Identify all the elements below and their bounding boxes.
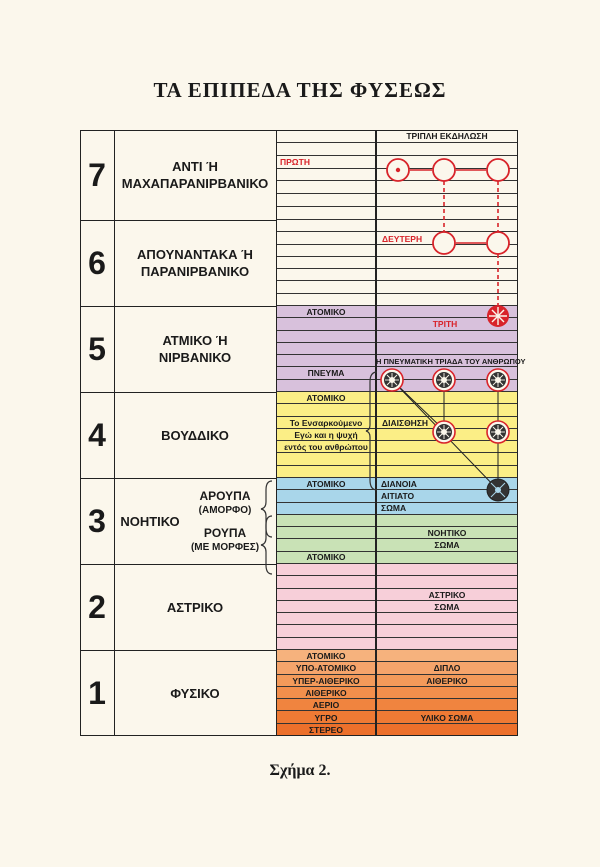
plane-number-4: 4 bbox=[88, 416, 106, 453]
mental-body-line2: ΣΩΜΑ bbox=[434, 540, 460, 550]
arupa-note: (ΑΜΟΡΦΟ) bbox=[198, 505, 252, 516]
incarnate-ego-line2: Εγώ και η ψυχή bbox=[294, 430, 358, 440]
plane-name-4: ΒΟΥΔΔΙΚΟ bbox=[161, 427, 229, 443]
double-label: ΔΙΠΛΟ bbox=[433, 663, 461, 673]
rupa-name: ΡΟΥΠΑ bbox=[203, 526, 247, 540]
atomic-label-3: ΑΤΟΜΙΚΟ bbox=[306, 479, 346, 489]
mind-label: ΔΙΑΝΟΙΑ bbox=[381, 479, 417, 489]
etheric-label: ΑΙΘΕΡΙΚΟ bbox=[426, 676, 468, 686]
physical-subplane: ΥΠΟ-ΑΤΟΜΙΚΟ bbox=[295, 663, 357, 673]
incarnate-ego-line1: Το Ενσαρκούμενο bbox=[289, 418, 363, 428]
plane-number-6: 6 bbox=[88, 244, 106, 281]
causal-body-line2: ΣΩΜΑ bbox=[381, 503, 407, 513]
mental-body-line1: ΝΟΗΤΙΚΟ bbox=[427, 528, 467, 538]
physical-subplane: ΑΤΟΜΙΚΟ bbox=[306, 651, 346, 661]
plane-name-line: ΑΝΤΙ Ή bbox=[172, 159, 218, 174]
first-label: ΠΡΩΤΗ bbox=[280, 157, 310, 167]
plane-name-line: ΑΠΟΥΝΑΝΤΑΚΑ Ή bbox=[137, 247, 253, 262]
physical-subplane: ΣΤΕΡΕΟ bbox=[309, 725, 343, 735]
astral-body-line2: ΣΩΜΑ bbox=[434, 602, 460, 612]
second-logos-circle bbox=[487, 232, 509, 254]
figure-caption: Σχήμα 2. bbox=[269, 762, 331, 779]
incarnate-ego-line3: εντός του ανθρώπου bbox=[284, 442, 368, 452]
atomic-label-5: ΑΤΟΜΙΚΟ bbox=[306, 307, 346, 317]
point-icon bbox=[396, 168, 400, 172]
second-logos-circle bbox=[433, 232, 455, 254]
triple-manifestation-label: ΤΡΙΠΛΗ ΕΚΔΗΛΩΣΗ bbox=[406, 131, 488, 141]
rupa-note: (ΜΕ ΜΟΡΦΕΣ) bbox=[190, 542, 260, 553]
plane-number-2: 2 bbox=[88, 588, 106, 625]
causal-body-line1: ΑΙΤΙΑΤΟ bbox=[381, 491, 415, 501]
arupa-name: ΑΡΟΥΠΑ bbox=[199, 489, 251, 503]
plane-name-2: ΑΣΤΡΙΚΟ bbox=[166, 599, 224, 615]
spiritual-triad-label: Η ΠΝΕΥΜΑΤΙΚΗ ΤΡΙΑΔΑ ΤΟΥ ΑΝΘΡΩΠΟΥ bbox=[376, 357, 526, 366]
plane-name-1: ΦΥΣΙΚΟ bbox=[170, 685, 220, 701]
third-label: ΤΡΙΤΗ bbox=[432, 319, 458, 329]
physical-subplane: ΑΕΡΙΟ bbox=[312, 700, 340, 710]
plane-name-line: ΜΑΧΑΠΑΡΑΝΙΡΒΑΝΙΚΟ bbox=[121, 176, 269, 191]
plane-number-1: 1 bbox=[88, 674, 106, 711]
second-label: ΔΕΥΤΕΡΗ bbox=[382, 234, 423, 244]
pneuma-label: ΠΝΕΥΜΑ bbox=[307, 368, 345, 378]
material-body-label: ΥΛΙΚΟ ΣΩΜΑ bbox=[420, 713, 474, 723]
atomic-label-3-low: ΑΤΟΜΙΚΟ bbox=[306, 552, 346, 562]
physical-subplane: ΥΠΕΡ-ΑΙΘΕΡΙΚΟ bbox=[292, 676, 360, 686]
physical-subplane: ΥΓΡΟ bbox=[314, 713, 338, 723]
plane-name-line: ΠΑΡΑΝΙΡΒΑΝΙΚΟ bbox=[140, 264, 250, 279]
physical-subplane: ΑΙΘΕΡΙΚΟ bbox=[305, 688, 347, 698]
plane-name-line: ΝΙΡΒΑΝΙΚΟ bbox=[158, 350, 232, 365]
plane-number-7: 7 bbox=[88, 156, 106, 193]
first-logos-circle bbox=[433, 159, 455, 181]
page-title: ΤΑ ΕΠΙΠΕΔΑ ΤΗΣ ΦΥΣΕΩΣ bbox=[153, 78, 447, 102]
atomic-label-4: ΑΤΟΜΙΚΟ bbox=[306, 393, 346, 403]
pneuma-brace bbox=[366, 372, 377, 490]
plane-number-3: 3 bbox=[88, 502, 106, 539]
intuition-label: ΔΙΑΙΣΘΗΣΗ bbox=[382, 418, 429, 428]
first-logos-circle bbox=[487, 159, 509, 181]
plane-name-3: ΝΟΗΤΙΚΟ bbox=[120, 513, 180, 529]
astral-body-line1: ΑΣΤΡΙΚΟ bbox=[428, 590, 466, 600]
rupa-brace bbox=[261, 516, 272, 574]
plane-name-line: ΑΤΜΙΚΟ Ή bbox=[162, 333, 228, 348]
plane-number-5: 5 bbox=[88, 330, 106, 367]
